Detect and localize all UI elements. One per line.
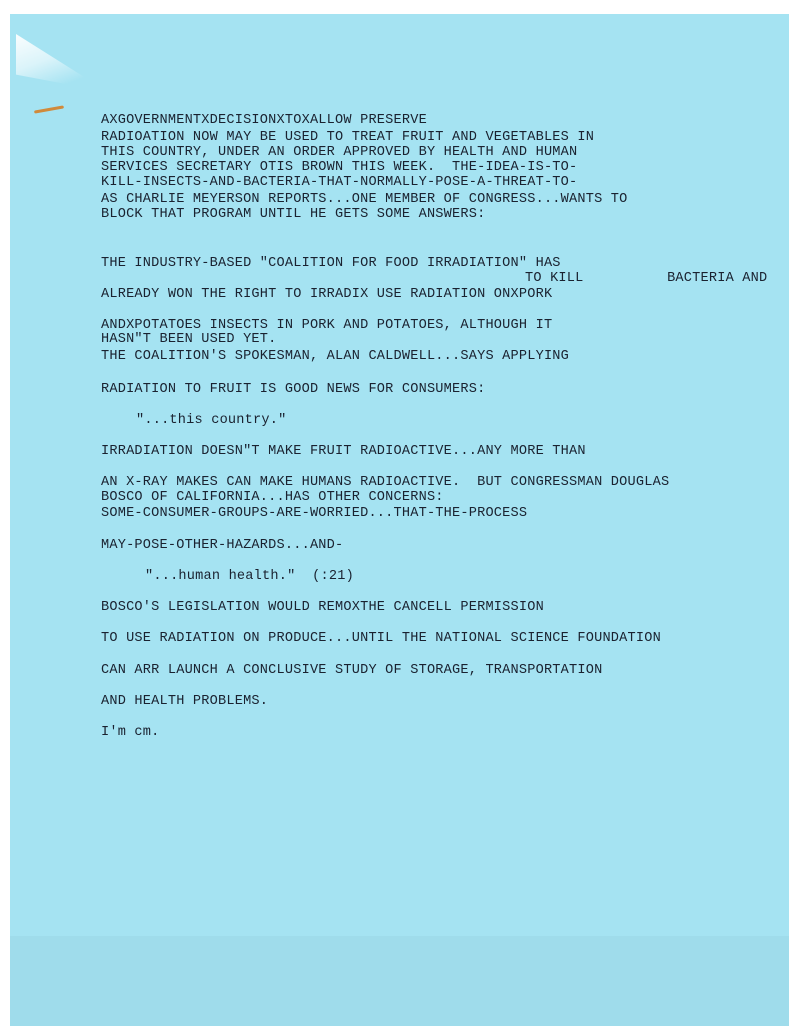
text-line: ANDXPOTATOES INSECTS IN PORK AND POTATOES, ALTHOUGH IT — [101, 318, 553, 333]
text-line: AS CHARLIE MEYERSON REPORTS...ONE MEMBER OF CONGRESS...WANTS TO — [101, 192, 628, 207]
text-line: THIS COUNTRY, UNDER AN ORDER APPROVED BY HEALTH AND HUMAN — [101, 145, 578, 160]
text-line: BOSCO'S LEGISLATION WOULD REMOXTHE CANCELL PERMISSION — [101, 600, 544, 615]
text-line: CAN ARR LAUNCH A CONCLUSIVE STUDY OF STORAGE, TRANSPORTATION — [101, 663, 603, 678]
text-line: SERVICES SECRETARY OTIS BROWN THIS WEEK. THE-IDEA-IS-TO- — [101, 160, 578, 175]
text-line: IRRADIATION DOESN"T MAKE FRUIT RADIOACTIVE...ANY MORE THAN — [101, 444, 586, 459]
text-line: THE INDUSTRY-BASED "COALITION FOR FOOD IRRADIATION" HAS — [101, 256, 561, 271]
text-line: SOME-CONSUMER-GROUPS-ARE-WORRIED...THAT-THE-PROCESS — [101, 506, 528, 521]
text-line: AXGOVERNMENTXDECISIONXTOXALLOW PRESERVE — [101, 113, 427, 128]
text-line: TO KILL BACTERIA AND — [525, 271, 768, 286]
text-line: KILL-INSECTS-AND-BACTERIA-THAT-NORMALLY-POSE-A-THREAT-TO- — [101, 175, 578, 190]
text-line: AN X-RAY MAKES CAN MAKE HUMANS RADIOACTIVE. BUT CONGRESSMAN DOUGLAS — [101, 475, 670, 490]
folded-corner — [16, 34, 108, 92]
page-bottom-band — [10, 936, 789, 1026]
text-line: RADIOATION NOW MAY BE USED TO TREAT FRUIT AND VEGETABLES IN — [101, 130, 595, 145]
text-line: I'm cm. — [101, 725, 160, 740]
typed-paper-page — [10, 14, 789, 1026]
ink-mark — [34, 105, 64, 113]
text-line: AND HEALTH PROBLEMS. — [101, 694, 269, 709]
text-line: MAY-POSE-OTHER-HAZARDS...AND- — [101, 538, 344, 553]
text-line: ALREADY WON THE RIGHT TO IRRADIX USE RADIATION ONXPORK — [101, 287, 553, 302]
text-line: TO USE RADIATION ON PRODUCE...UNTIL THE NATIONAL SCIENCE FOUNDATION — [101, 631, 661, 646]
text-line: HASN"T BEEN USED YET. — [101, 332, 277, 347]
text-line: RADIATION TO FRUIT IS GOOD NEWS FOR CONSUMERS: — [101, 382, 486, 397]
text-line: "...this country." — [136, 413, 287, 428]
text-line: BOSCO OF CALIFORNIA...HAS OTHER CONCERNS: — [101, 490, 444, 505]
text-line: THE COALITION'S SPOKESMAN, ALAN CALDWELL...SAYS APPLYING — [101, 349, 570, 364]
text-line: BLOCK THAT PROGRAM UNTIL HE GETS SOME ANSWERS: — [101, 207, 486, 222]
text-line: "...human health." (:21) — [145, 569, 354, 584]
